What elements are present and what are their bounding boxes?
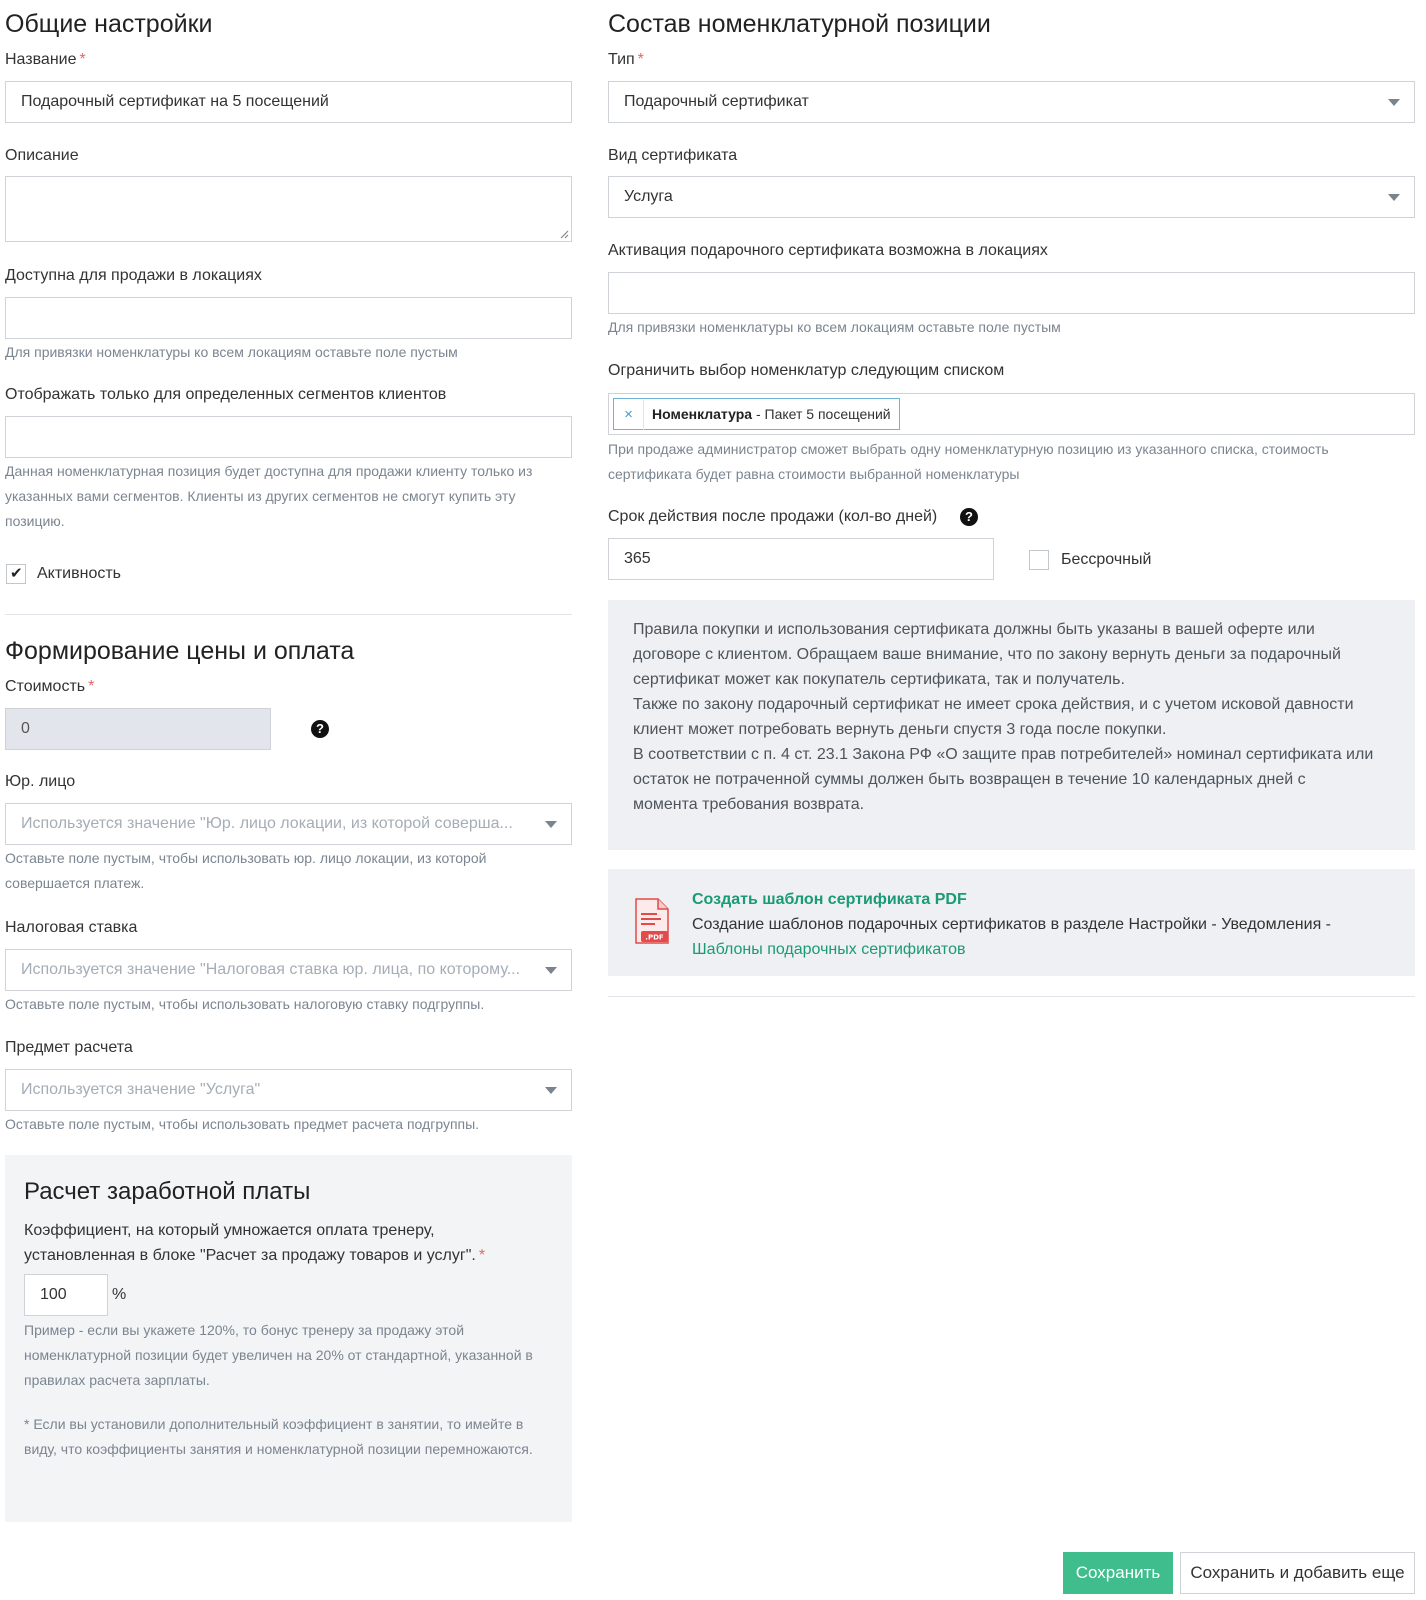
activation-locations-help: Для привязки номенклатуры ко всем локациям оставьте поле пустым (608, 319, 1061, 335)
required-mark: * (637, 51, 644, 68)
chevron-down-icon (545, 1087, 557, 1094)
payment-subject-select[interactable] (5, 1069, 572, 1111)
certificate-kind-value: Услуга (624, 188, 673, 205)
legal-entity-placeholder: Используется значение "Юр. лицо локации, из которой соверша... (21, 815, 513, 832)
payment-subject-placeholder: Используется значение "Услуга" (21, 1081, 261, 1098)
tax-rate-placeholder: Используется значение "Налоговая ставка юр. лица, по которому... (21, 961, 521, 978)
save-and-add-button[interactable]: Сохранить и добавить еще (1180, 1552, 1415, 1594)
pricing-title: Формирование цены и оплата (5, 637, 355, 665)
certificate-kind-select[interactable] (608, 176, 1415, 218)
required-mark: * (79, 51, 86, 68)
resize-handle-icon[interactable] (559, 229, 569, 239)
nomenclature-tag (613, 398, 900, 430)
tax-rate-help: Оставьте поле пустым, чтобы использовать налоговую ставку подгруппы. (5, 996, 485, 1012)
chevron-down-icon (545, 967, 557, 974)
locations-label: Доступна для продажи в локациях (5, 267, 262, 284)
locations-help: Для привязки номенклатуры ко всем локациям оставьте поле пустым (5, 344, 458, 360)
gift-templates-link[interactable]: Шаблоны подарочных сертификатов (692, 941, 966, 958)
type-select[interactable] (608, 81, 1415, 123)
segments-label: Отображать только для определенных сегментов клиентов (5, 386, 447, 403)
section-divider (608, 996, 1415, 997)
salary-example: Пример - если вы укажете 120%, то бонус тренеру за продажу этой номенклатурной позиции будет увеличен на 20% от стандартной, указанной в правилах расчета зарплаты. (24, 1322, 533, 1388)
pdf-template-desc: Создание шаблонов подарочных сертификатов в разделе Настройки - Уведомления - (692, 916, 1332, 933)
coefficient-input[interactable]: 100 (24, 1274, 108, 1316)
active-label: Активность (37, 565, 122, 582)
certificate-kind-label: Вид сертификата (608, 147, 738, 164)
name-label: Название * (5, 51, 86, 68)
type-label: Тип * (608, 51, 644, 68)
activation-locations-label: Активация подарочного сертификата возможна в локациях (608, 242, 1048, 259)
payment-subject-label: Предмет расчета (5, 1039, 133, 1056)
unlimited-label: Бессрочный (1061, 551, 1152, 568)
restrict-list-help: При продаже администратор сможет выбрать одну номенклатурную позицию из указанного списка, стоимость сертификата будет равна стоимости выбранной номенклатуры (608, 441, 1329, 482)
coefficient-label: Коэффициент, на который умножается оплата тренеру, установленная в блоке "Расчет за продажу товаров и услуг". * (24, 1222, 486, 1264)
question-circle-icon[interactable]: ? (311, 720, 329, 738)
name-input[interactable]: Подарочный сертификат на 5 посещений (5, 81, 572, 123)
unlimited-checkbox[interactable] (1029, 550, 1049, 570)
question-circle-icon[interactable]: ? (960, 508, 978, 526)
tag-text: Номенклатура - Пакет 5 посещений (652, 406, 891, 422)
chevron-down-icon (545, 821, 557, 828)
general-settings-title: Общие настройки (5, 10, 213, 38)
legal-entity-select[interactable] (5, 803, 572, 845)
restrict-list-input[interactable] (608, 393, 1415, 435)
composition-title: Состав номенклатурной позиции (608, 10, 991, 38)
percent-sign: % (112, 1286, 127, 1303)
salary-panel (5, 1155, 572, 1522)
validity-days-input[interactable]: 365 (608, 538, 994, 580)
tax-rate-label: Налоговая ставка (5, 919, 138, 936)
tax-rate-select[interactable] (5, 949, 572, 991)
chevron-down-icon (1388, 194, 1400, 201)
pdf-template-box (608, 869, 1415, 976)
segments-input[interactable] (5, 416, 572, 458)
pdf-file-icon (632, 897, 672, 947)
salary-note: * Если вы установили дополнительный коэффициент в занятии, то имейте в виду, что коэффициенты занятия и номенклатурной позиции перемножаются. (24, 1416, 533, 1457)
description-textarea[interactable] (5, 176, 572, 242)
rules-text: Правила покупки и использования сертификата должны быть указаны в вашей оферте или договоре с клиентом. Обращаем ваше внимание, что по закону вернуть деньги за подарочный сертификат может как покупатель сертификата, так и получатель. Также по закону подарочный сертификат не имеет срока действия, и с учетом исковой давности клиент может потребовать вернуть деньги спустя 3 года после покупки. В соответствии с п. 4 ст. 23.1 Закона РФ «О защите прав потребителей» номинал сертификата или остаток не потраченной суммы должен быть возвращен в течение 10 календарных дней с момента требования возврата. (633, 621, 1374, 813)
required-mark: * (478, 1247, 486, 1264)
payment-subject-help: Оставьте поле пустым, чтобы использовать предмет расчета подгруппы. (5, 1116, 480, 1132)
legal-entity-label: Юр. лицо (5, 773, 76, 790)
type-select-value: Подарочный сертификат (624, 93, 809, 110)
rules-info-box (608, 600, 1415, 850)
activation-locations-input[interactable] (608, 272, 1415, 314)
create-pdf-template-link[interactable]: Создать шаблон сертификата PDF (692, 891, 967, 908)
save-button[interactable]: Сохранить (1063, 1552, 1173, 1594)
salary-title: Расчет заработной платы (24, 1178, 311, 1205)
cost-input: 0 (5, 708, 271, 750)
section-divider (5, 614, 572, 615)
check-icon: ✔ (10, 565, 23, 582)
cost-label: Стоимость * (5, 678, 95, 695)
validity-label: Срок действия после продажи (кол-во дней) (608, 508, 938, 525)
tag-remove-icon[interactable]: × (614, 400, 644, 430)
required-mark: * (88, 678, 95, 695)
locations-input[interactable] (5, 297, 572, 339)
segments-help: Данная номенклатурная позиция будет доступна для продажи клиенту только из указанных вами сегментов. Клиенты из других сегментов не смогут купить эту позицию. (5, 463, 533, 529)
active-checkbox[interactable] (6, 564, 26, 584)
chevron-down-icon (1388, 99, 1400, 106)
restrict-list-label: Ограничить выбор номенклатур следующим списком (608, 362, 1005, 379)
legal-entity-help: Оставьте поле пустым, чтобы использовать юр. лицо локации, из которой совершается платеж. (5, 850, 487, 891)
pdf-badge-text: .PDF (645, 933, 664, 942)
pdf-template-content (692, 887, 1407, 962)
description-label: Описание (5, 147, 79, 164)
